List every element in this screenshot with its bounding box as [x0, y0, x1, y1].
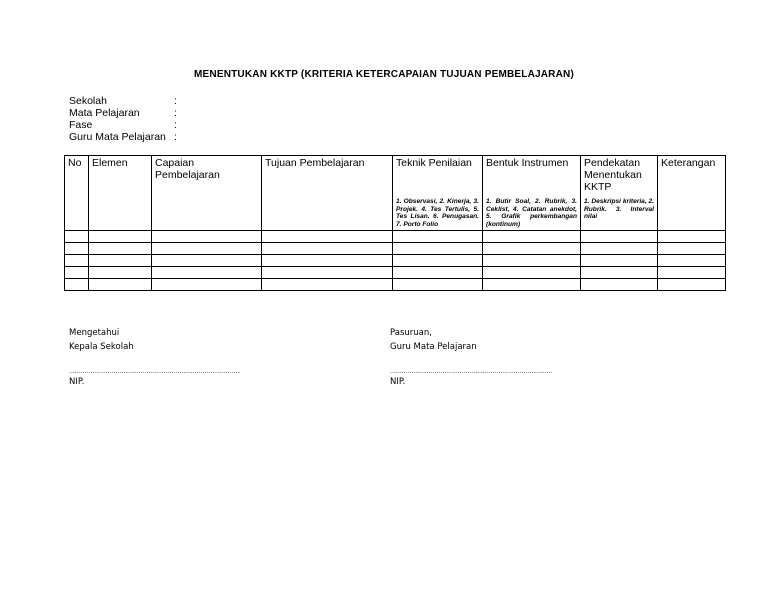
- signature-right: [390, 326, 552, 388]
- signature-left-line2: Kepala Sekolah: [69, 342, 134, 352]
- header-elemen: Elemen: [89, 156, 152, 231]
- header-tujuan-pembelajaran: Tujuan Pembelajaran: [262, 156, 393, 231]
- header-bentuk-instrumen: Bentuk Instrumen: [483, 156, 581, 196]
- field-label: Sekolah: [69, 95, 107, 107]
- table-row: [65, 267, 726, 279]
- hint-cell-bentuk: [483, 195, 581, 231]
- header-row: [65, 156, 726, 196]
- field-separator: :: [174, 131, 177, 143]
- field-mata-pelajaran: [69, 107, 182, 119]
- signature-right-dots: …………………………………………………………………………: [390, 368, 553, 375]
- signature-right-nip: NIP.: [390, 377, 406, 387]
- field-separator: :: [174, 119, 177, 131]
- identity-block: [69, 95, 182, 143]
- field-label: Fase: [69, 119, 93, 131]
- signature-right-line1: Pasuruan,: [390, 328, 432, 338]
- hint-cell-pendekatan: [581, 195, 658, 231]
- signature-left-line1: Mengetahui: [69, 328, 120, 338]
- field-label: Guru Mata Pelajaran: [69, 131, 166, 143]
- table-row: [65, 231, 726, 243]
- hint-cell-teknik: [393, 195, 483, 231]
- hint-teknik: 1. Observasi, 2. Kinerja, 3. Projek. 4. Tes Tertulis, 5. Tes Lisan. 6. Penugasan. 7. Porto Folio: [396, 198, 479, 228]
- hint-bentuk: 1. Butir Soal, 2. Rubrik, 3. Ceklist, 4. Catatan anekdot, 5. Grafik perkembangan (kontinum): [486, 198, 577, 228]
- header-no: No: [65, 156, 89, 231]
- field-sekolah: [69, 95, 182, 107]
- document-title: MENENTUKAN KKTP (KRITERIA KETERCAPAIAN TUJUAN PEMBELAJARAN): [194, 69, 574, 80]
- hint-pendekatan: 1. Deskripsi kriteria, 2. Rubrik. 3. Interval nilai: [584, 198, 655, 221]
- field-separator: :: [174, 107, 177, 119]
- signature-right-line2: Guru Mata Pelajaran: [390, 342, 477, 352]
- signature-left: [69, 326, 241, 388]
- header-teknik-penilaian: Teknik Penilaian: [393, 156, 483, 196]
- field-label: Mata Pelajaran: [69, 107, 140, 119]
- table-row: [65, 279, 726, 291]
- table-row: [65, 255, 726, 267]
- header-pendekatan-kktp: Pendekatan Menentukan KKTP: [581, 156, 658, 196]
- signature-left-dots: ……………………………………………………………………………..: [69, 368, 241, 375]
- kktp-table: [64, 155, 726, 291]
- header-keterangan: Keterangan: [658, 156, 726, 231]
- signature-left-nip: NIP.: [69, 377, 85, 387]
- table-row: [65, 243, 726, 255]
- field-fase: [69, 119, 182, 131]
- field-guru-mata-pelajaran: [69, 131, 182, 143]
- header-capaian-pembelajaran: Capaian Pembelajaran: [152, 156, 262, 231]
- field-separator: :: [174, 95, 177, 107]
